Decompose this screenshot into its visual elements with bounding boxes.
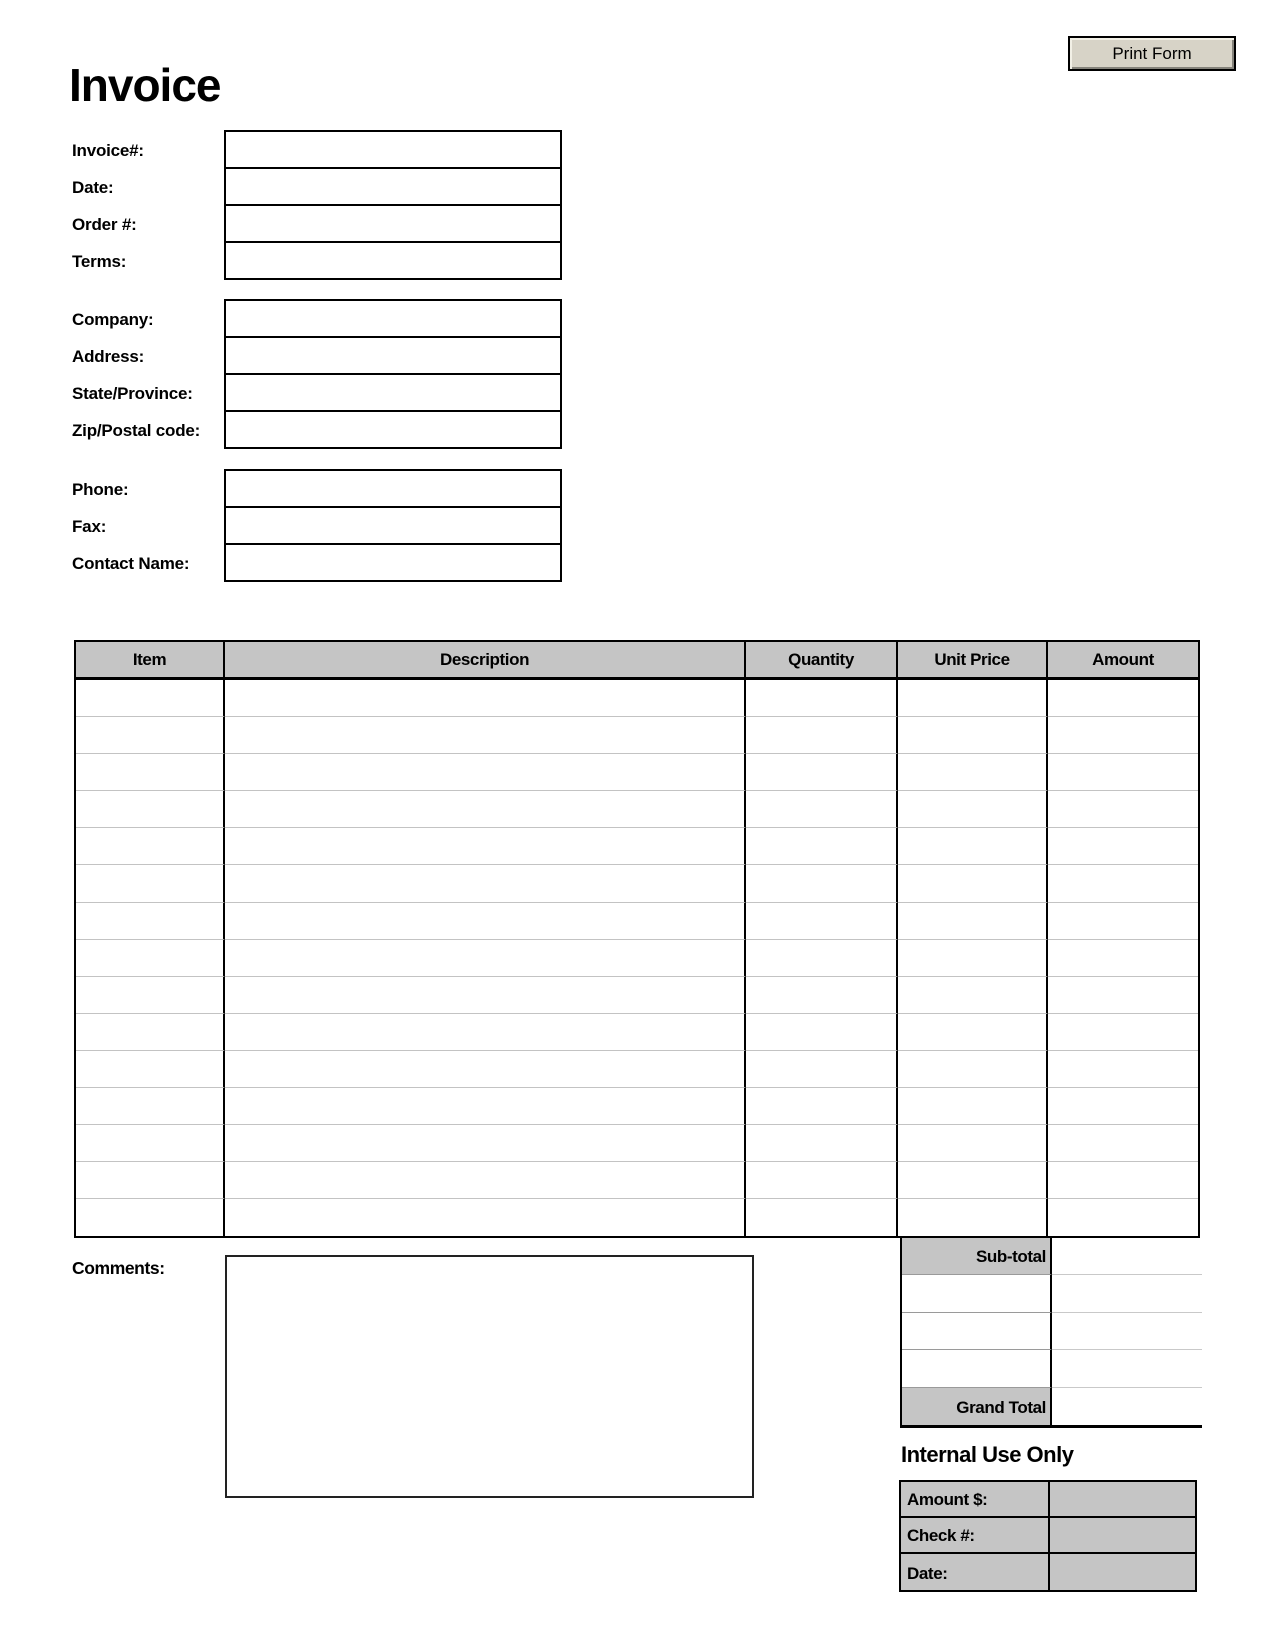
item-cell[interactable]: [746, 1199, 898, 1236]
internal-label-cell: Date:: [901, 1554, 1050, 1590]
item-cell[interactable]: [746, 1014, 898, 1051]
item-cell[interactable]: [898, 1199, 1048, 1236]
item-cell[interactable]: [1048, 865, 1198, 902]
total-label-cell: Grand Total: [902, 1388, 1052, 1425]
field-label: Invoice#:: [72, 141, 144, 160]
field-label: Date:: [72, 178, 114, 197]
item-cell[interactable]: [746, 977, 898, 1014]
column-header: Quantity: [746, 642, 898, 680]
internal-value-cell[interactable]: [1050, 1518, 1195, 1554]
field-input[interactable]: [226, 543, 560, 580]
field-label: Terms:: [72, 252, 127, 271]
item-cell[interactable]: [898, 1014, 1048, 1051]
item-cell[interactable]: [1048, 828, 1198, 865]
item-cell[interactable]: [746, 717, 898, 754]
item-cell[interactable]: [225, 828, 746, 865]
item-cell[interactable]: [76, 717, 225, 754]
item-cell[interactable]: [898, 903, 1048, 940]
total-value-cell[interactable]: [1052, 1313, 1202, 1350]
item-cell[interactable]: [1048, 1014, 1198, 1051]
item-cell[interactable]: [76, 1014, 225, 1051]
contact-group-labels: [72, 469, 224, 580]
field-input[interactable]: [226, 301, 560, 336]
totals-empty-cell: [902, 1350, 1052, 1387]
totals-grid: [900, 1238, 1202, 1428]
item-cell[interactable]: [1048, 1199, 1198, 1236]
field-label: Order #:: [72, 215, 137, 234]
internal-value-cell[interactable]: [1050, 1554, 1195, 1590]
field-input[interactable]: [226, 241, 560, 278]
item-cell[interactable]: [76, 791, 225, 828]
comments-label: Comments:: [72, 1258, 165, 1278]
item-cell[interactable]: [225, 791, 746, 828]
item-cell[interactable]: [225, 1162, 746, 1199]
item-cell[interactable]: [746, 865, 898, 902]
company-group-labels: [72, 299, 224, 447]
item-cell[interactable]: [1048, 1162, 1198, 1199]
internal-value-cell[interactable]: [1050, 1482, 1195, 1518]
item-cell[interactable]: [1048, 717, 1198, 754]
item-cell[interactable]: [225, 717, 746, 754]
internal-use-table: [899, 1480, 1197, 1592]
item-cell[interactable]: [746, 680, 898, 717]
item-cell[interactable]: [225, 754, 746, 791]
item-cell[interactable]: [225, 977, 746, 1014]
item-cell[interactable]: [898, 1162, 1048, 1199]
item-cell[interactable]: [1048, 977, 1198, 1014]
print-form-button[interactable]: Print Form: [1068, 36, 1236, 71]
item-cell[interactable]: [746, 1051, 898, 1088]
internal-label-cell: Amount $:: [901, 1482, 1050, 1518]
item-cell[interactable]: [76, 1125, 225, 1162]
item-cell[interactable]: [746, 791, 898, 828]
internal-label-cell: Check #:: [901, 1518, 1050, 1554]
item-cell[interactable]: [225, 1014, 746, 1051]
field-label: Phone:: [72, 480, 129, 499]
total-label-cell: Sub-total: [902, 1238, 1052, 1275]
field-label: Company:: [72, 310, 154, 329]
field-input[interactable]: [226, 167, 560, 204]
item-cell[interactable]: [898, 977, 1048, 1014]
item-cell[interactable]: [898, 828, 1048, 865]
item-cell[interactable]: [76, 1199, 225, 1236]
field-label: Zip/Postal code:: [72, 421, 201, 440]
item-cell[interactable]: [76, 903, 225, 940]
item-cell[interactable]: [1048, 1125, 1198, 1162]
item-cell[interactable]: [898, 865, 1048, 902]
item-cell[interactable]: [1048, 940, 1198, 977]
invoice-group-inputs: [224, 130, 562, 280]
total-value-cell[interactable]: [1052, 1350, 1202, 1387]
item-cell[interactable]: [225, 940, 746, 977]
comments-textarea[interactable]: [225, 1255, 754, 1498]
item-cell[interactable]: [898, 717, 1048, 754]
item-cell[interactable]: [1048, 903, 1198, 940]
item-cell[interactable]: [1048, 754, 1198, 791]
item-cell[interactable]: [746, 940, 898, 977]
column-header: Description: [225, 642, 746, 680]
item-cell[interactable]: [746, 828, 898, 865]
item-cell[interactable]: [898, 680, 1048, 717]
item-cell[interactable]: [898, 791, 1048, 828]
item-cell[interactable]: [898, 940, 1048, 977]
item-cell[interactable]: [746, 1162, 898, 1199]
item-cell[interactable]: [746, 1088, 898, 1125]
item-cell[interactable]: [225, 680, 746, 717]
total-value-cell[interactable]: [1052, 1388, 1202, 1425]
item-cell[interactable]: [746, 903, 898, 940]
item-cell[interactable]: [76, 1162, 225, 1199]
field-label: Contact Name:: [72, 554, 190, 573]
field-label: Fax:: [72, 517, 107, 536]
column-header: Item: [76, 642, 225, 680]
item-cell[interactable]: [746, 754, 898, 791]
contact-group-inputs: [224, 469, 562, 582]
page-title: Invoice: [69, 59, 221, 111]
item-cell[interactable]: [1048, 680, 1198, 717]
field-label: State/Province:: [72, 384, 193, 403]
item-cell[interactable]: [1048, 1051, 1198, 1088]
item-cell[interactable]: [898, 1088, 1048, 1125]
field-input[interactable]: [226, 204, 560, 241]
total-value-cell[interactable]: [1052, 1238, 1202, 1275]
field-input[interactable]: [226, 336, 560, 373]
items-table: [74, 640, 1200, 1238]
field-input[interactable]: [226, 132, 560, 167]
item-cell[interactable]: [76, 754, 225, 791]
item-cell[interactable]: [76, 680, 225, 717]
item-cell[interactable]: [746, 1125, 898, 1162]
column-header: Unit Price: [898, 642, 1048, 680]
item-cell[interactable]: [225, 1088, 746, 1125]
item-cell[interactable]: [76, 828, 225, 865]
item-cell[interactable]: [1048, 1088, 1198, 1125]
total-value-cell[interactable]: [1052, 1275, 1202, 1312]
totals-empty-cell: [902, 1275, 1052, 1312]
column-header: Amount: [1048, 642, 1198, 680]
field-label: Address:: [72, 347, 145, 366]
field-input[interactable]: [226, 373, 560, 410]
item-cell[interactable]: [898, 754, 1048, 791]
invoice-group-labels: [72, 130, 224, 278]
item-cell[interactable]: [76, 940, 225, 977]
field-input[interactable]: [226, 471, 560, 506]
field-input[interactable]: [226, 506, 560, 543]
internal-use-heading: Internal Use Only: [901, 1442, 1074, 1467]
totals-empty-cell: [902, 1313, 1052, 1350]
item-cell[interactable]: [225, 1125, 746, 1162]
item-cell[interactable]: [76, 977, 225, 1014]
item-cell[interactable]: [225, 903, 746, 940]
field-input[interactable]: [226, 410, 560, 447]
item-cell[interactable]: [76, 1088, 225, 1125]
item-cell[interactable]: [898, 1051, 1048, 1088]
item-cell[interactable]: [76, 865, 225, 902]
item-cell[interactable]: [898, 1125, 1048, 1162]
item-cell[interactable]: [225, 1199, 746, 1236]
item-cell[interactable]: [1048, 791, 1198, 828]
item-cell[interactable]: [225, 1051, 746, 1088]
company-group-inputs: [224, 299, 562, 449]
item-cell[interactable]: [76, 1051, 225, 1088]
item-cell[interactable]: [225, 865, 746, 902]
